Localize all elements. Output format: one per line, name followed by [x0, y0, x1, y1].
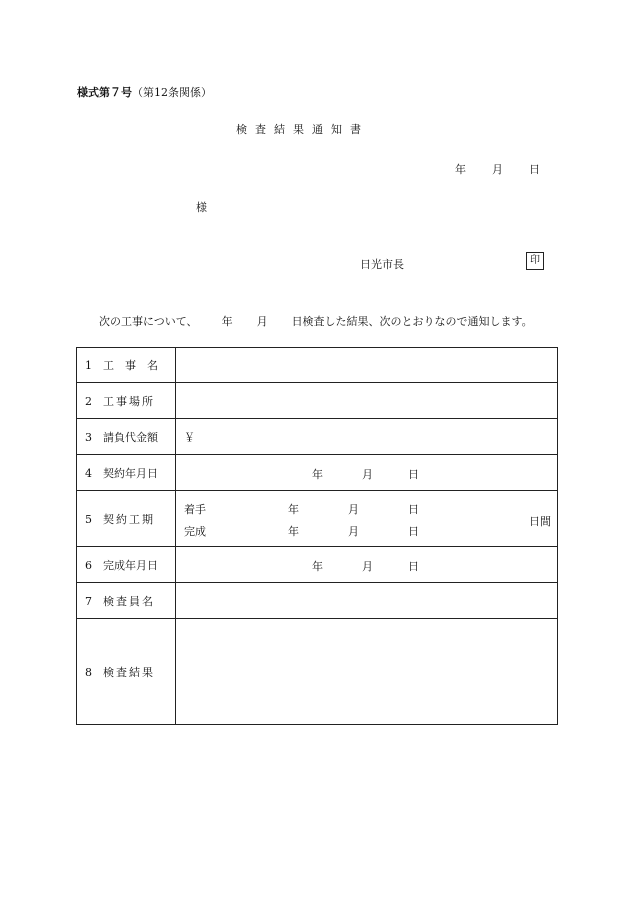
form-number: 様式第７号 [77, 86, 132, 99]
inspection-result-value [176, 619, 558, 725]
form-number-header [77, 84, 212, 100]
completion-date-day: 日 [408, 559, 419, 573]
addressee-honorific: 様 [196, 201, 207, 214]
row-label: 1 工 事 名 [77, 348, 176, 383]
row-label: 6 完成年月日 [77, 547, 176, 583]
table-row-construction-name [77, 348, 558, 383]
table-row-contract-date [77, 455, 558, 491]
issue-date [455, 161, 540, 177]
notice-month: 月 [256, 315, 268, 328]
table-row-contract-period [77, 491, 558, 547]
period-start-year: 年 [288, 502, 299, 516]
notice-year: 年 [221, 315, 233, 328]
table-row-inspection-result [77, 619, 558, 725]
seal-mark: 印 [526, 252, 544, 270]
construction-site-value [176, 383, 558, 419]
row-label: 4 契約年月日 [77, 455, 176, 491]
inspection-info-table [76, 347, 558, 725]
period-end-month: 月 [348, 524, 359, 538]
issue-date-day: 日 [529, 163, 540, 176]
table-row-inspector-name [77, 583, 558, 619]
issuer-name: 日光市長 [360, 258, 404, 271]
period-start-label: 着手 [184, 502, 206, 516]
row-label: 5 契約工期 [77, 491, 176, 547]
row-label: 7 検査員名 [77, 583, 176, 619]
completion-date-year: 年 [312, 559, 323, 573]
period-start-day: 日 [408, 502, 419, 516]
notice-part2: 日検査した結果、次のとおりなので通知します。 [291, 315, 533, 328]
period-end-day: 日 [408, 524, 419, 538]
row-label: 3 請負代金額 [77, 419, 176, 455]
contract-date-month: 月 [362, 467, 373, 481]
issue-date-year: 年 [455, 163, 466, 176]
construction-name-value [176, 348, 558, 383]
period-end-label: 完成 [184, 524, 206, 538]
period-start-month: 月 [348, 502, 359, 516]
notice-text [99, 313, 533, 329]
completion-date-month: 月 [362, 559, 373, 573]
contract-date-value [176, 455, 558, 491]
inspector-name-value [176, 583, 558, 619]
period-days: 日間 [529, 515, 551, 528]
row-label: 8 検査結果 [77, 619, 176, 725]
contract-amount-value: ￥ [176, 419, 558, 455]
issue-date-month: 月 [492, 163, 503, 176]
table-row-construction-site [77, 383, 558, 419]
completion-date-value [176, 547, 558, 583]
contract-date-year: 年 [312, 467, 323, 481]
table-row-completion-date [77, 547, 558, 583]
table-row-contract-amount [77, 419, 558, 455]
contract-period-value [176, 491, 558, 547]
row-label: 2 工事場所 [77, 383, 176, 419]
notice-part1: 次の工事について、 [99, 315, 198, 328]
document-title: 検査結果通知書 [236, 123, 369, 136]
form-relation: （第12条関係） [132, 86, 212, 99]
period-end-year: 年 [288, 524, 299, 538]
contract-date-day: 日 [408, 467, 419, 481]
